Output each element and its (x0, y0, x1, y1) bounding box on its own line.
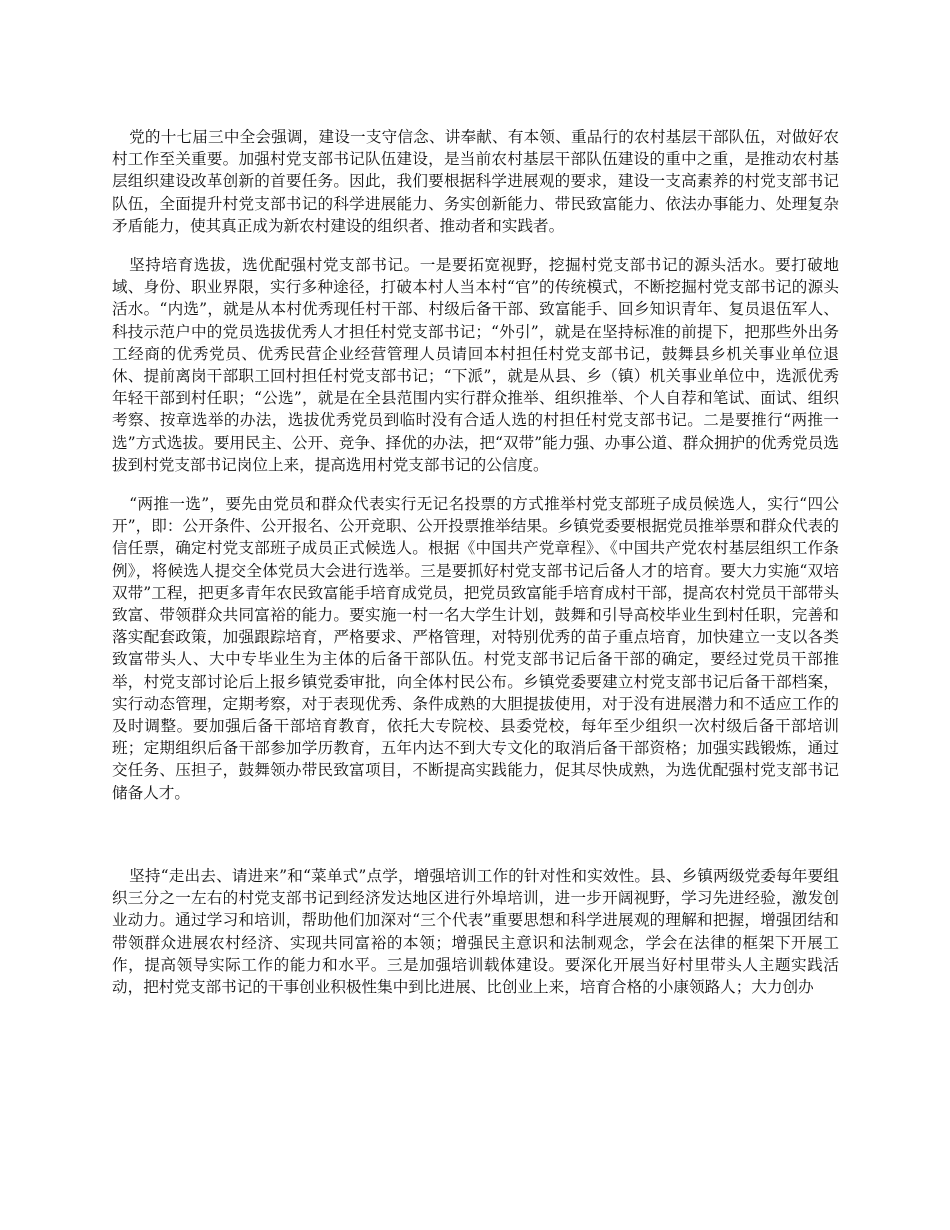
paragraph-selection: 坚持培育选拔，选优配强村党支部书记。一是要拓宽视野，挖掘村党支部书记的源头活水。要打破地域、身份、职业界限，实行多种途径，打破本村人当本村“官”的传统模式，不断挖掘村党支部书记的源头活水。“内选”，就是从本村优秀现任村干部、村级后备干部、致富能手、回乡知识青年、复员退伍军人、科技示范户中的党员选拔优秀人才担任村党支部书记；“外引”，就是在坚持标准的前提下，把那些外出务工经商的优秀党员、优秀民营企业经营管理人员请回本村担任村党支部书记，鼓舞县乡机关事业单位退休、提前离岗干部职工回村担任村党支部书记；“下派”，就是从县、乡（镇）机关事业单位中，选派优秀年轻干部到村任职；“公选”，就是在全县范围内实行群众推举、组织推举、个人自荐和笔试、面试、组织考察、按章选举的办法，选拔优秀党员到临时没有合适人选的村担任村党支部书记。二是要推行“两推一选”方式选拔。要用民主、公开、竞争、择优的办法，把“双带”能力强、办事公道、群众拥护的优秀党员选拔到村党支部书记岗位上来，提高选用村党支部书记的公信度。 (112, 256, 839, 474)
paragraph-intro: 党的十七届三中全会强调，建设一支守信念、讲奉献、有本领、重品行的农村基层干部队伍，对做好农村工作至关重要。加强村党支部书记队伍建设，是当前农村基层干部队伍建设的重中之重，是推动农村基层组织建设改革创新的首要任务。因此，我们要根据科学进展观的要求，建设一支高素养的村党支部书记队伍，全面提升村党支部书记的科学进展能力、务实创新能力、带民致富能力、依法办事能力、处理复杂矛盾能力，使其真正成为新农村建设的组织者、推动者和实践者。 (112, 128, 839, 235)
document-body (112, 126, 839, 998)
paragraph-two-recommend-one-select: “两推一选”，要先由党员和群众代表实行无记名投票的方式推举村党支部班子成员候选人，实行“四公开”，即：公开条件、公开报名、公开竞职、公开投票推举结果。乡镇党委要根据党员推举票和群众代表的信任票，确定村党支部班子成员正式候选人。根据《中国共产党章程》、《中国共产党农村基层组织工作条例》，将候选人提交全体党员大会进行选举。三是要抓好村党支部书记后备人才的培育。要大力实施“双培双带”工程，把更多青年农民致富能手培育成党员，把党员致富能手培育成村干部，提高农村党员干部带头致富、带领群众共同富裕的能力。要实施一村一名大学生计划，鼓舞和引导高校毕业生到村任职，完善和落实配套政策，加强跟踪培育，严格要求、严格管理，对特别优秀的苗子重点培育，加快建立一支以各类致富带头人、大中专毕业生为主体的后备干部队伍。村党支部书记后备干部的确定，要经过党员干部推举，村党支部讨论后上报乡镇党委审批，向全体村民公布。乡镇党委要建立村党支部书记后备干部档案，实行动态管理，定期考察，对于表现优秀、条件成熟的大胆提拔使用，对于没有进展潜力和不适应工作的及时调整。要加强后备干部培育教育，依托大专院校、县委党校，每年至少组织一次村级后备干部培训班；定期组织后备干部参加学历教育，五年内达不到大专文化的取消后备干部资格；加强实践锻炼，通过交任务、压担子，鼓舞领办带民致富项目，不断提高实践能力，促其尽快成熟，为选优配强村党支部书记储备人才。 (112, 495, 839, 802)
paragraph-training: 坚持“走出去、请进来”和“菜单式”点学，增强培训工作的针对性和实效性。县、乡镇两级党委每年要组织三分之一左右的村党支部书记到经济发达地区进行外埠培训，进一步开阔视野，学习先进经验，激发创业动力。通过学习和培训，帮助他们加深对“三个代表”重要思想和科学进展观的理解和把握，增强团结和带领群众进展农村经济、实现共同富裕的本领；增强民主意识和法制观念，学会在法律的框架下开展工作，提高领导实际工作的能力和水平。三是加强培训载体建设。要深化开展当好村里带头人主题实践活动，把村党支部书记的干事创业积极性集中到比进展、比创业上来，培育合格的小康领路人；大力创办 (112, 866, 839, 996)
